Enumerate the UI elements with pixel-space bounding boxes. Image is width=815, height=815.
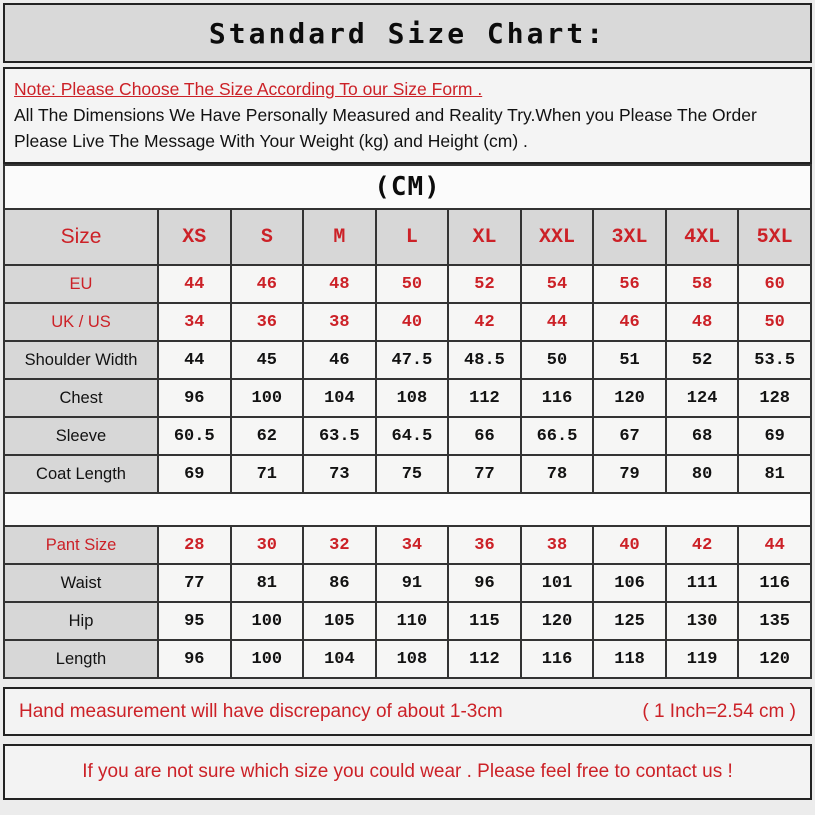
table-row-length: [4, 640, 811, 678]
size-header-row: [4, 209, 811, 265]
note-line: Please Live The Message With Your Weight (kg) and Height (cm) .: [14, 131, 528, 151]
cell: 34: [158, 303, 231, 341]
table-row-uk-us: [4, 303, 811, 341]
cell: 45: [231, 341, 304, 379]
table-row-sleeve: [4, 417, 811, 455]
column-header-l: L: [376, 209, 449, 265]
discrepancy-text: Hand measurement will have discrepancy of about 1-3cm: [19, 700, 503, 722]
cell: 104: [303, 379, 376, 417]
cell: 96: [158, 379, 231, 417]
cell: 91: [376, 564, 449, 602]
contact-text: If you are not sure which size you could wear . Please feel free to contact us !: [82, 761, 733, 782]
cell: 125: [593, 602, 666, 640]
cell: 81: [738, 455, 811, 493]
cell: 60.5: [158, 417, 231, 455]
cell: 53.5: [738, 341, 811, 379]
row-label-eu: EU: [4, 265, 158, 303]
table-row-chest: [4, 379, 811, 417]
cell: 50: [738, 303, 811, 341]
cell: 81: [231, 564, 304, 602]
page-title: Standard Size Chart:: [208, 16, 607, 50]
cell: 30: [231, 526, 304, 564]
inch-conversion-text: ( 1 Inch=2.54 cm ): [642, 700, 796, 722]
cell: 111: [666, 564, 739, 602]
column-header-4xl: 4XL: [666, 209, 739, 265]
measurement-note-box: [3, 687, 812, 736]
cell: 135: [738, 602, 811, 640]
column-header-3xl: 3XL: [593, 209, 666, 265]
cell: 116: [738, 564, 811, 602]
cell: 60: [738, 265, 811, 303]
cell: 67: [593, 417, 666, 455]
table-row-eu: [4, 265, 811, 303]
cell: 44: [738, 526, 811, 564]
cell: 34: [376, 526, 449, 564]
table-row-pant-size: [4, 526, 811, 564]
row-label-sleeve: Sleeve: [4, 417, 158, 455]
table-row-hip: [4, 602, 811, 640]
cell: 62: [231, 417, 304, 455]
cell: 68: [666, 417, 739, 455]
cell: 106: [593, 564, 666, 602]
cell: 36: [448, 526, 521, 564]
cell: 116: [521, 379, 594, 417]
cell: 116: [521, 640, 594, 678]
cell: 52: [448, 265, 521, 303]
column-header-m: M: [303, 209, 376, 265]
cell: 51: [593, 341, 666, 379]
column-header-xxl: XXL: [521, 209, 594, 265]
cell: 105: [303, 602, 376, 640]
cell: 69: [158, 455, 231, 493]
cell: 47.5: [376, 341, 449, 379]
row-label-chest: Chest: [4, 379, 158, 417]
cell: 48: [666, 303, 739, 341]
size-table: [3, 164, 812, 679]
cell: 75: [376, 455, 449, 493]
cell: 80: [666, 455, 739, 493]
title-bar: [3, 3, 812, 63]
cell: 95: [158, 602, 231, 640]
cell: 44: [158, 341, 231, 379]
cell: 66: [448, 417, 521, 455]
column-header-xl: XL: [448, 209, 521, 265]
cell: 100: [231, 640, 304, 678]
row-label-hip: Hip: [4, 602, 158, 640]
column-header-5xl: 5XL: [738, 209, 811, 265]
cell: 69: [738, 417, 811, 455]
cell: 50: [521, 341, 594, 379]
size-table-body: [4, 165, 811, 678]
cell: 79: [593, 455, 666, 493]
cell: 77: [448, 455, 521, 493]
cell: 44: [521, 303, 594, 341]
cell: 46: [303, 341, 376, 379]
cell: 112: [448, 640, 521, 678]
cell: 128: [738, 379, 811, 417]
cell: 52: [666, 341, 739, 379]
column-header-size: Size: [4, 209, 158, 265]
note-headline: Note: Please Choose The Size According To our Size Form .: [14, 79, 483, 99]
cell: 36: [231, 303, 304, 341]
table-row-shoulder-width: [4, 341, 811, 379]
cell: 96: [158, 640, 231, 678]
column-header-xs: XS: [158, 209, 231, 265]
cell: 66.5: [521, 417, 594, 455]
cell: 44: [158, 265, 231, 303]
note-box: [3, 67, 812, 164]
cell: 78: [521, 455, 594, 493]
row-label-waist: Waist: [4, 564, 158, 602]
cell: 100: [231, 602, 304, 640]
cell: 40: [593, 526, 666, 564]
cell: 40: [376, 303, 449, 341]
cell: 77: [158, 564, 231, 602]
cell: 28: [158, 526, 231, 564]
cell: 64.5: [376, 417, 449, 455]
spacer-row: [4, 493, 811, 526]
cell: 100: [231, 379, 304, 417]
cell: 58: [666, 265, 739, 303]
cell: 54: [521, 265, 594, 303]
row-label-pant-size: Pant Size: [4, 526, 158, 564]
cell: 112: [448, 379, 521, 417]
cell: 71: [231, 455, 304, 493]
cell: 86: [303, 564, 376, 602]
cell: 120: [521, 602, 594, 640]
note-line: All The Dimensions We Have Personally Measured and Reality Try.When you Please The Order: [14, 105, 757, 125]
cell: 73: [303, 455, 376, 493]
row-label-shoulder-width: Shoulder Width: [4, 341, 158, 379]
cell: 118: [593, 640, 666, 678]
contact-note-box: [3, 744, 812, 800]
cell: 108: [376, 379, 449, 417]
cell: 104: [303, 640, 376, 678]
cell: 50: [376, 265, 449, 303]
cell: 101: [521, 564, 594, 602]
cell: 38: [521, 526, 594, 564]
cell: 115: [448, 602, 521, 640]
cell: 42: [666, 526, 739, 564]
cell: 42: [448, 303, 521, 341]
table-row-coat-length: [4, 455, 811, 493]
cell: 120: [738, 640, 811, 678]
cell: 48.5: [448, 341, 521, 379]
cell: 46: [231, 265, 304, 303]
cell: 108: [376, 640, 449, 678]
cell: 110: [376, 602, 449, 640]
cell: 130: [666, 602, 739, 640]
row-label-uk-us: UK / US: [4, 303, 158, 341]
column-header-s: S: [231, 209, 304, 265]
cell: 124: [666, 379, 739, 417]
cell: 119: [666, 640, 739, 678]
cell: 56: [593, 265, 666, 303]
cell: 46: [593, 303, 666, 341]
cell: 63.5: [303, 417, 376, 455]
table-row-waist: [4, 564, 811, 602]
unit-header-row: [4, 165, 811, 209]
row-label-length: Length: [4, 640, 158, 678]
row-label-coat-length: Coat Length: [4, 455, 158, 493]
unit-header: (CM): [4, 165, 811, 209]
cell: 48: [303, 265, 376, 303]
cell: 120: [593, 379, 666, 417]
cell: 96: [448, 564, 521, 602]
cell: 32: [303, 526, 376, 564]
spacer-cell: [4, 493, 811, 526]
cell: 38: [303, 303, 376, 341]
